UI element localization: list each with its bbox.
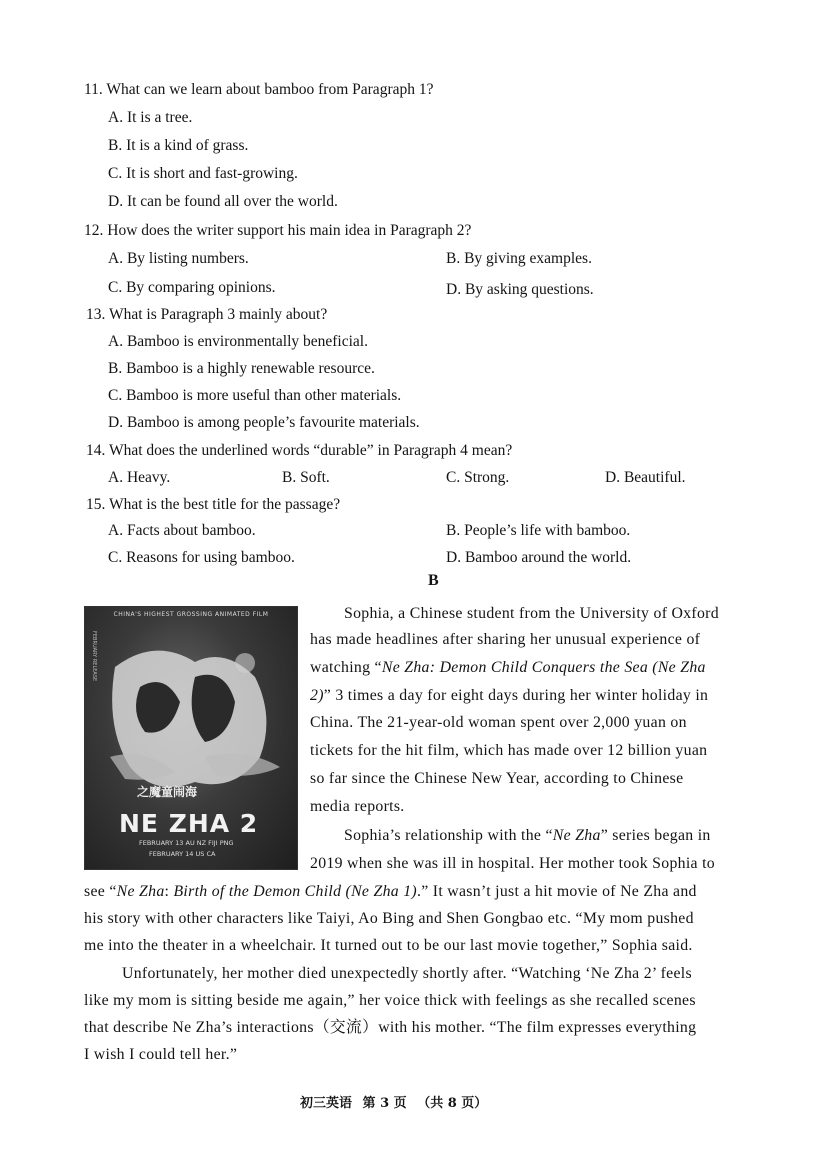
question-11-option-a: A. It is a tree. — [108, 109, 193, 126]
question-12-option-c: C. By comparing opinions. — [108, 279, 276, 296]
question-12-option-d: D. By asking questions. — [446, 281, 594, 298]
question-11-option-b: B. It is a kind of grass. — [108, 137, 249, 154]
question-14-option-c: C. Strong. — [446, 469, 510, 486]
passage-line-15: like my mom is sitting beside me again,” her voice thick with feelings as she recalled scenes — [84, 992, 696, 1009]
question-14-option-d: D. Beautiful. — [605, 469, 686, 486]
passage-line-5: China. The 21-year-old woman spent over 2,000 yuan on — [310, 714, 687, 731]
passage-line-12: his story with other characters like Taiyi, Ao Bing and Shen Gongbao etc. “My mom pushed — [84, 910, 694, 927]
passage-line-11: see “Ne Zha: Birth of the Demon Child (Ne Zha 1).” It wasn’t just a hit movie of Ne Zha and — [84, 883, 697, 900]
passage-line-13: me into the theater in a wheelchair. It turned out to be our last movie together,” Sophia said. — [84, 937, 693, 954]
question-14-option-a: A. Heavy. — [108, 469, 171, 486]
passage-line-2: has made headlines after sharing her unusual experience of — [310, 631, 701, 648]
question-12-stem: 12. How does the writer support his main idea in Paragraph 2? — [84, 222, 472, 239]
question-11-option-d: D. It can be found all over the world. — [108, 193, 338, 210]
question-13-option-d: D. Bamboo is among people’s favourite materials. — [108, 414, 420, 431]
poster-side-text: FEBRUARY RELEASE — [91, 631, 97, 682]
passage-line-7: so far since the Chinese New Year, according to Chinese — [310, 770, 684, 787]
question-14-stem: 14. What does the underlined words “durable” in Paragraph 4 mean? — [86, 442, 513, 459]
footer-page-number: 第 3 页 — [362, 1096, 407, 1111]
footer-subject: 初三英语 — [300, 1096, 353, 1111]
passage-line-16: that describe Ne Zha’s interactions（交流）with his mother. “The film expresses everything — [84, 1019, 697, 1036]
passage-line-9: Sophia’s relationship with the “Ne Zha” series began in — [344, 827, 711, 844]
passage-line-10: 2019 when she was ill in hospital. Her mother took Sophia to — [310, 855, 715, 872]
poster-title-cn: 之魔童闹海 — [137, 785, 198, 799]
question-11-stem: 11. What can we learn about bamboo from Paragraph 1? — [84, 81, 434, 98]
question-12-option-b: B. By giving examples. — [446, 250, 592, 267]
poster-release-date-2: FEBRUARY 14 US CA — [149, 850, 216, 858]
passage-line-4: 2)” 3 times a day for eight days during her winter holiday in — [310, 687, 709, 704]
question-14-option-b: B. Soft. — [282, 469, 330, 486]
passage-line-14: Unfortunately, her mother died unexpectedly shortly after. “Watching ‘Ne Zha 2’ feels — [122, 965, 692, 982]
question-15-option-c: C. Reasons for using bamboo. — [108, 549, 295, 566]
question-15-stem: 15. What is the best title for the passage? — [86, 496, 341, 513]
passage-line-6: tickets for the hit film, which has made over 12 billion yuan — [310, 742, 708, 759]
passage-line-17: I wish I could tell her.” — [84, 1046, 238, 1063]
poster-release-date-1: FEBRUARY 13 AU NZ FIJI PNG — [139, 839, 234, 847]
question-13-option-b: B. Bamboo is a highly renewable resource. — [108, 360, 375, 377]
question-13-stem: 13. What is Paragraph 3 mainly about? — [86, 306, 328, 323]
question-15-option-b: B. People’s life with bamboo. — [446, 522, 631, 539]
passage-line-1: Sophia, a Chinese student from the University of Oxford — [344, 605, 719, 622]
passage-line-8: media reports. — [310, 798, 405, 815]
poster-tagline: CHINA'S HIGHEST GROSSING ANIMATED FILM — [113, 611, 269, 618]
question-11-option-c: C. It is short and fast-growing. — [108, 165, 298, 182]
page-footer — [300, 1092, 493, 1111]
question-12-option-a: A. By listing numbers. — [108, 250, 249, 267]
question-15-option-a: A. Facts about bamboo. — [108, 522, 256, 539]
question-13-option-a: A. Bamboo is environmentally beneficial. — [108, 333, 368, 350]
question-15-option-d: D. Bamboo around the world. — [446, 549, 632, 566]
movie-poster — [84, 606, 298, 870]
section-b-heading: B — [428, 572, 439, 589]
passage-line-3: watching “Ne Zha: Demon Child Conquers the Sea (Ne Zha — [310, 659, 706, 676]
footer-total-pages: （共 8 页） — [417, 1096, 488, 1111]
question-13-option-c: C. Bamboo is more useful than other materials. — [108, 387, 402, 404]
poster-title: NE ZHA 2 — [119, 809, 259, 838]
